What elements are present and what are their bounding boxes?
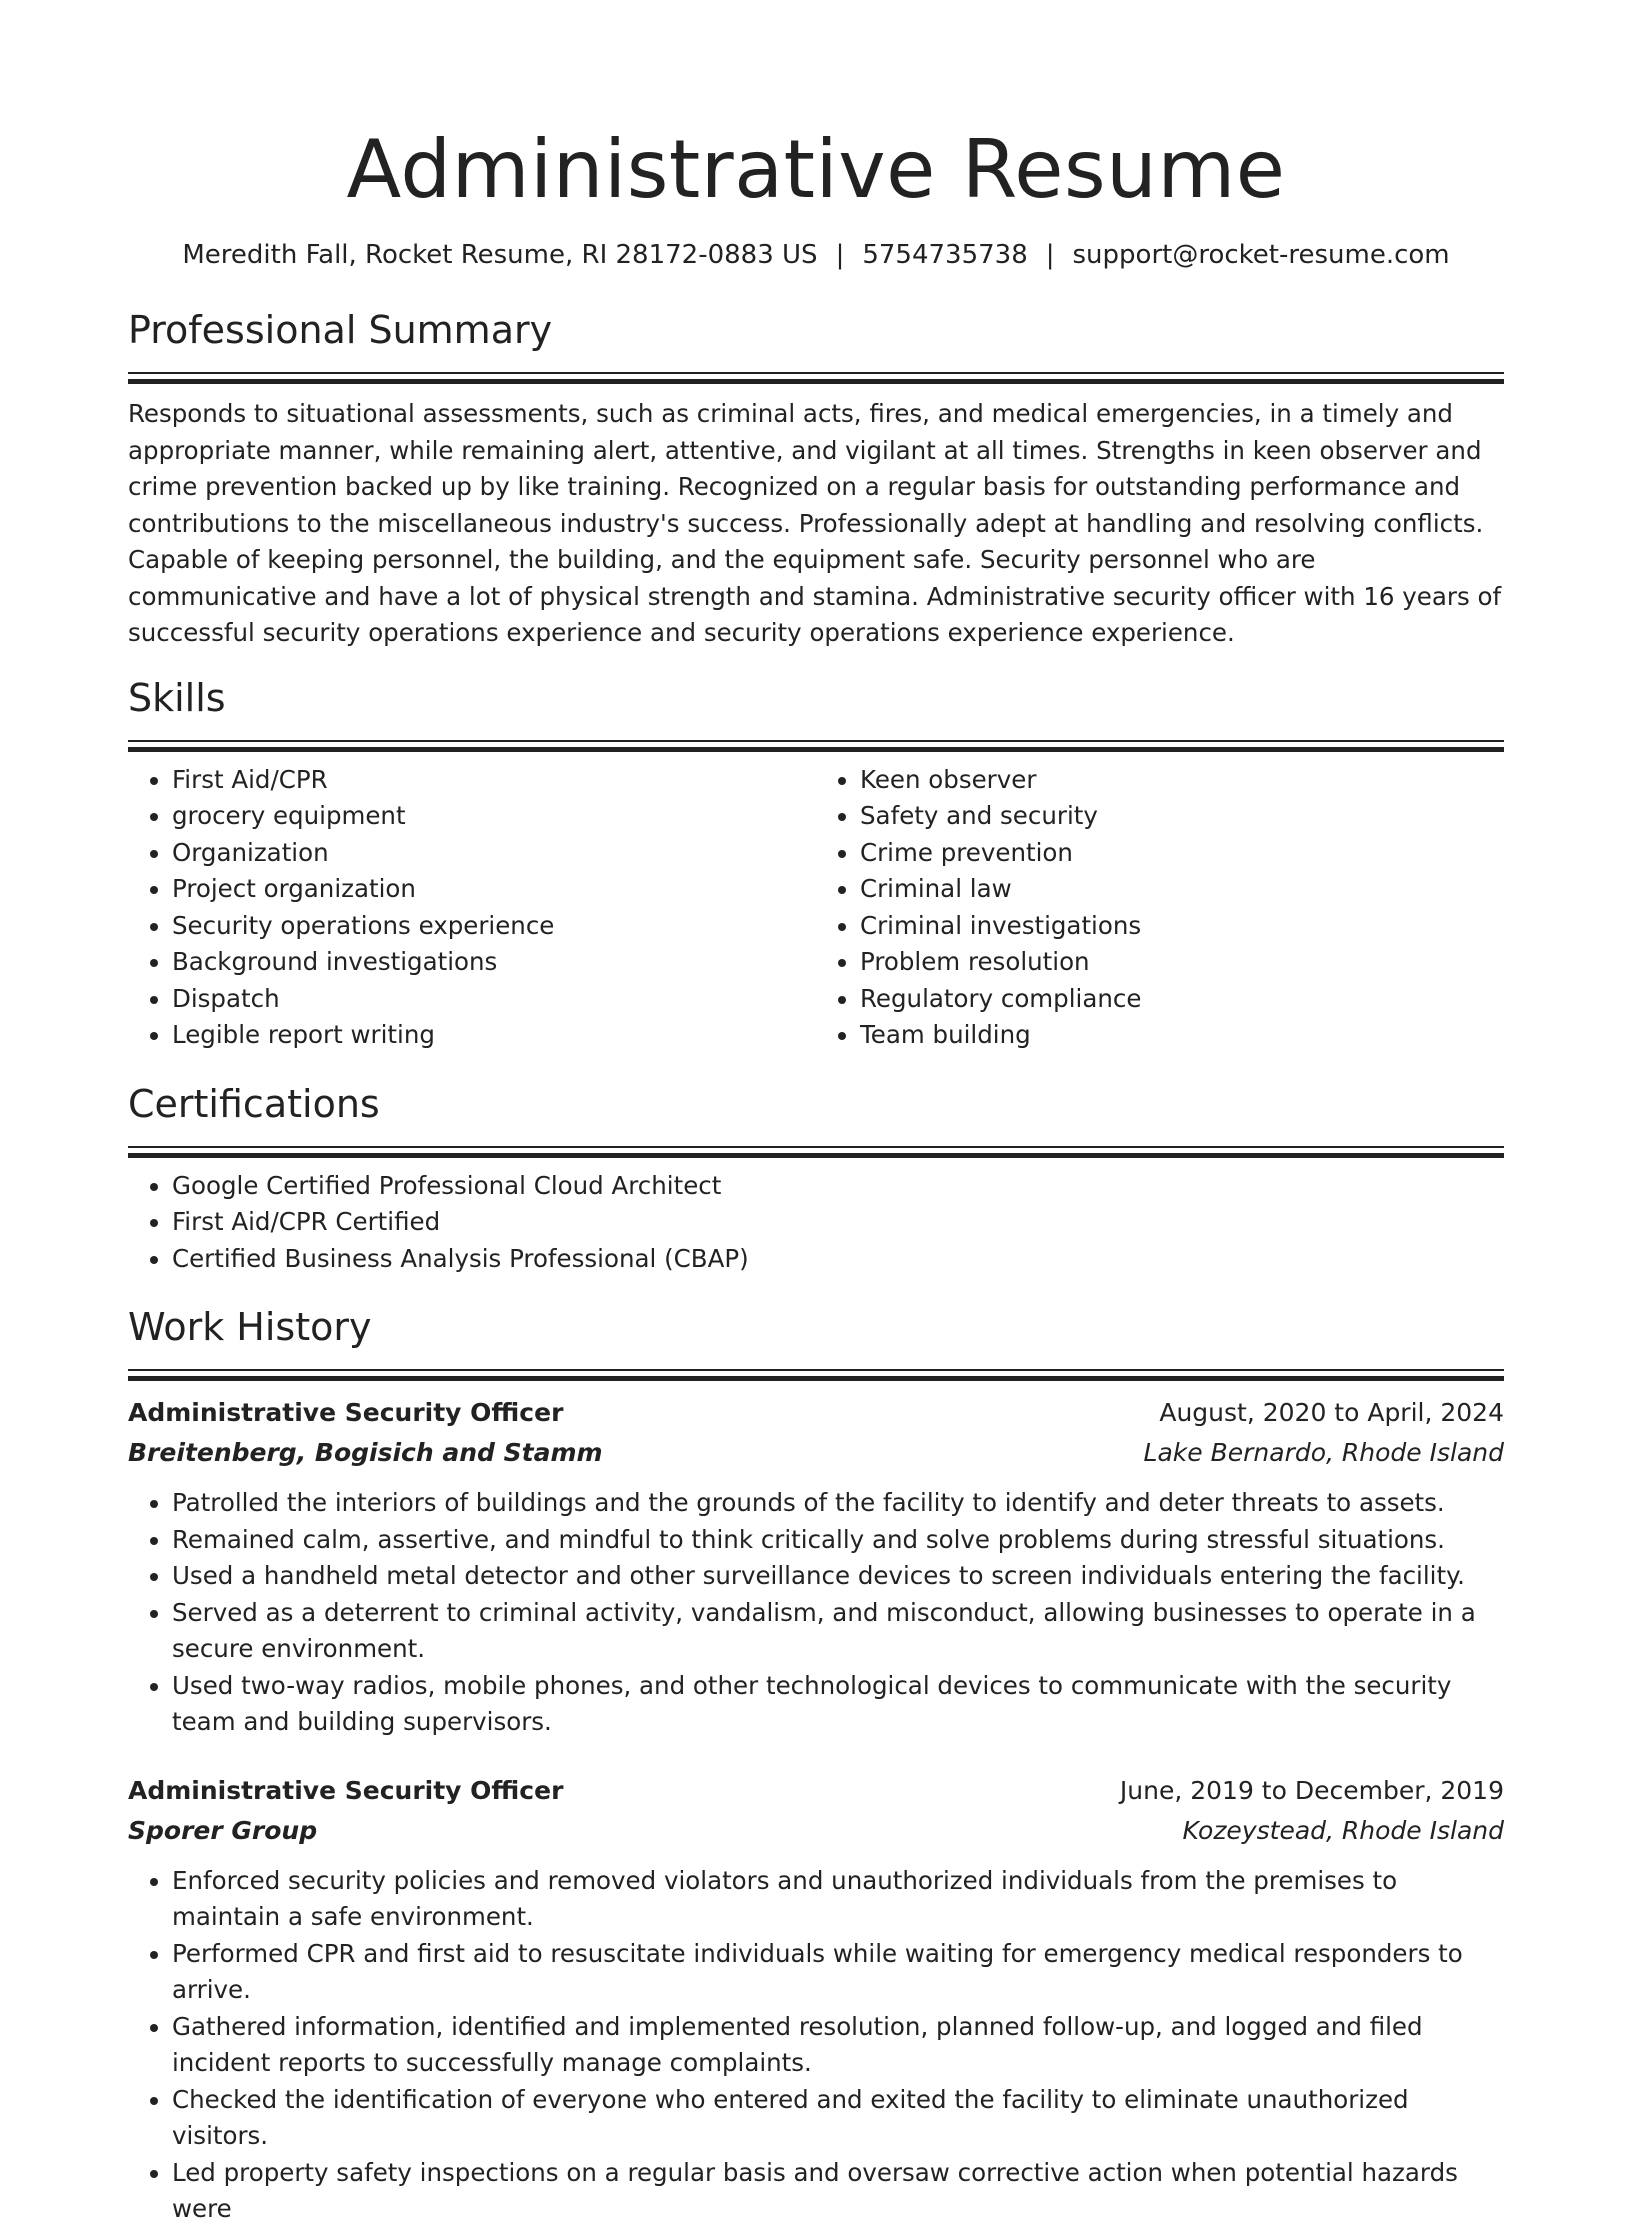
skills-list-left <box>128 762 816 1054</box>
list-item: • Security operations experience <box>172 908 816 945</box>
list-item: • Used a handheld metal detector and other surveillance devices to screen individuals entering the facility. <box>172 1558 1504 1595</box>
section-divider <box>128 1369 1504 1379</box>
contact-line <box>128 238 1504 272</box>
skills-section <box>128 674 1504 1054</box>
skills-columns <box>128 762 1504 1054</box>
list-item: • Used two-way radios, mobile phones, and other technological devices to communicate with the security team and building supervisors. <box>172 1668 1504 1741</box>
list-item: • Safety and security <box>860 798 1504 835</box>
list-item: • Gathered information, identified and implemented resolution, planned follow-up, and logged and filed incident reports to successfully manage complaints. <box>172 2009 1504 2082</box>
section-heading: Work History <box>128 1305 372 1349</box>
list-item: • Background investigations <box>172 944 816 981</box>
list-item: • Criminal investigations <box>860 908 1504 945</box>
job-dates: June, 2019 to December, 2019 <box>1119 1775 1504 1805</box>
list-item: • First Aid/CPR <box>172 762 816 799</box>
job-company: Breitenberg, Bogisich and Stamm <box>128 1438 603 1467</box>
contact-address: Meredith Fall, Rocket Resume, RI 28172-0883 US <box>182 240 818 270</box>
section-heading: Professional Summary <box>128 308 553 352</box>
list-item: • Regulatory compliance <box>860 981 1504 1018</box>
list-item: • Crime prevention <box>860 835 1504 872</box>
contact-email: support@rocket-resume.com <box>1072 240 1450 270</box>
section-heading: Skills <box>128 675 226 720</box>
section-divider <box>128 372 1504 382</box>
contact-separator: | <box>835 240 845 270</box>
list-item: • Dispatch <box>172 981 816 1018</box>
list-item: • Google Certified Professional Cloud Architect <box>172 1168 1504 1205</box>
list-item: • Patrolled the interiors of buildings and the grounds of the facility to identify and deter threats to assets. <box>172 1485 1504 1522</box>
skills-list-right <box>816 762 1504 1054</box>
job-location: Lake Bernardo, Rhode Island <box>1143 1438 1504 1467</box>
list-item: • Problem resolution <box>860 944 1504 981</box>
list-item: • Certified Business Analysis Professional (CBAP) <box>172 1241 1504 1278</box>
summary-section <box>128 306 1504 652</box>
list-item: • Keen observer <box>860 762 1504 799</box>
job-entry <box>128 1771 1504 2228</box>
job-company: Sporer Group <box>128 1815 318 1845</box>
job-entry <box>128 1393 1504 1741</box>
list-item: • Performed CPR and first aid to resuscitate individuals while waiting for emergency medical responders to arrive. <box>172 1936 1504 2009</box>
resume-page <box>128 0 1504 2228</box>
list-item: • Organization <box>172 835 816 872</box>
list-item: • Remained calm, assertive, and mindful to think critically and solve problems during stressful situations. <box>172 1522 1504 1559</box>
job-bullets <box>128 1485 1504 1741</box>
job-company-row <box>128 1433 1504 1473</box>
list-item: • Team building <box>860 1017 1504 1054</box>
list-item: • grocery equipment <box>172 798 816 835</box>
certifications-section <box>128 1080 1504 1278</box>
list-item: • Project organization <box>172 871 816 908</box>
section-divider <box>128 1146 1504 1156</box>
section-heading: Certifications <box>128 1081 380 1126</box>
list-item: • Enforced security policies and removed violators and unauthorized individuals from the premises to maintain a safe environment. <box>172 1863 1504 1936</box>
section-divider <box>128 740 1504 750</box>
job-header-row <box>128 1393 1504 1433</box>
job-dates: August, 2020 to April, 2024 <box>1159 1398 1504 1427</box>
contact-phone: 5754735738 <box>862 240 1028 270</box>
job-header-row <box>128 1771 1504 1811</box>
list-item: • Legible report writing <box>172 1017 816 1054</box>
list-item: • Led property safety inspections on a regular basis and oversaw corrective action when potential hazards were <box>172 2155 1504 2228</box>
contact-separator: | <box>1045 240 1055 270</box>
job-bullets <box>128 1863 1504 2228</box>
job-title: Administrative Security Officer <box>128 1775 564 1805</box>
list-item: • Served as a deterrent to criminal activity, vandalism, and misconduct, allowing businesses to operate in a secure environment. <box>172 1595 1504 1668</box>
job-company-row <box>128 1811 1504 1851</box>
certifications-list <box>128 1168 1504 1278</box>
resume-title: Administrative Resume <box>346 123 1286 216</box>
list-item: • Criminal law <box>860 871 1504 908</box>
job-location: Kozeystead, Rhode Island <box>1182 1815 1504 1845</box>
work-section <box>128 1303 1504 2228</box>
job-title: Administrative Security Officer <box>128 1398 564 1427</box>
summary-text: Responds to situational assessments, such as criminal acts, fires, and medical emergencies, in a timely and appropriate manner, while remaining alert, attentive, and vigilant at all times. Strengths in keen observer and crime prevention backed up by like training. Recognized on a regular basis for outstanding performance and contributions to the miscellaneous industry's success. Professionally adept at handling and resolving conflicts. Capable of keeping personnel, the building, and the equipment safe. Security personnel who are communicative and have a lot of physical strength and stamina. Administrative security officer with 16 years of successful security operations experience and security operations experience experience. <box>128 399 1502 647</box>
list-item: • Checked the identification of everyone who entered and exited the facility to eliminate unauthorized visitors. <box>172 2082 1504 2155</box>
list-item: • First Aid/CPR Certified <box>172 1204 1504 1241</box>
